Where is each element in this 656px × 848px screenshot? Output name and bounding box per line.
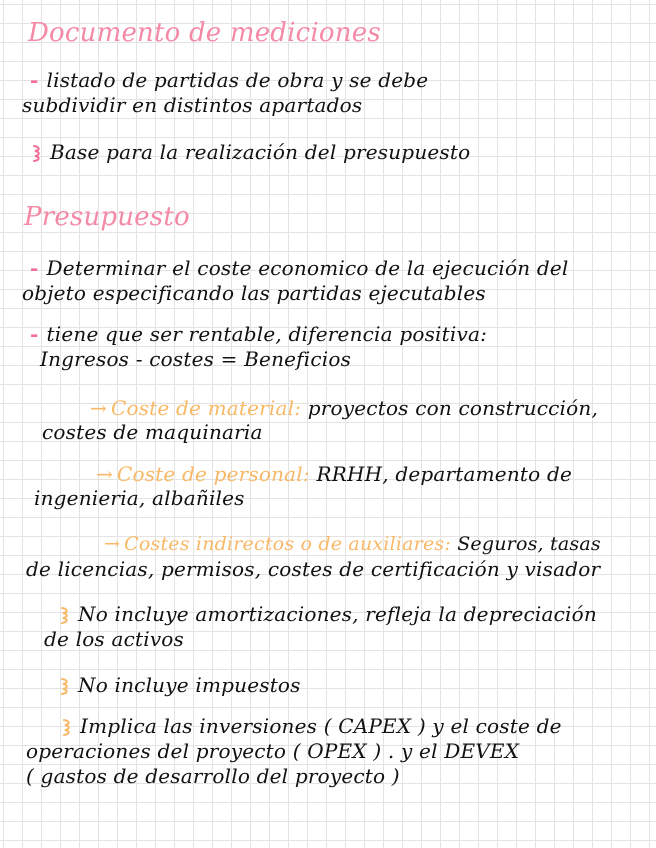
section-title-presupuesto: Presupuesto — [24, 202, 190, 232]
note-capex-line3: ( gastos de desarrollo del proyecto ) — [26, 764, 400, 788]
s1-bullet2 — [32, 140, 470, 164]
cost-personal-line1 — [96, 462, 572, 486]
cost-personal-desc: RRHH, departamento de — [316, 462, 572, 486]
cost-indirectos-label: Costes indirectos o de auxiliares — [124, 533, 445, 555]
s2-bullet2-text: tiene que ser rentable, diferencia positiva: — [46, 322, 488, 346]
s1-bullet2-text: Base para la realización del presupuesto — [50, 140, 471, 164]
cost-personal-line2: ingenieria, albañiles — [34, 486, 245, 510]
note-amortizaciones-text: No incluye amortizaciones, refleja la depreciación — [78, 602, 597, 626]
section-title-documento-mediciones: Documento de mediciones — [28, 18, 381, 48]
cost-personal-label: Coste de personal — [116, 462, 303, 486]
squiggle-bullet-icon — [60, 605, 70, 623]
s2-bullet1-line1 — [30, 256, 569, 280]
arrow-right-icon: → — [104, 533, 121, 555]
cost-indirectos-desc: Seguros, tasas — [457, 533, 601, 555]
note-capex-text: Implica las inversiones ( CAPEX ) y el coste de — [80, 714, 562, 738]
squiggle-bullet-icon — [32, 143, 42, 161]
dash-bullet: - — [30, 68, 39, 92]
cost-material-line1 — [90, 396, 598, 420]
note-capex-line2: operaciones del proyecto ( OPEX ) . y el DEVEX — [26, 739, 520, 763]
note-capex-line1 — [62, 714, 562, 738]
s2-bullet1-text: Determinar el coste economico de la ejecución del — [46, 256, 569, 280]
cost-material-colon: : — [294, 396, 302, 420]
s1-bullet1-line2: subdividir en distintos apartados — [22, 93, 363, 117]
squiggle-bullet-icon — [62, 717, 72, 735]
cost-material-line2: costes de maquinaria — [42, 420, 263, 444]
cost-personal-colon: : — [302, 462, 310, 486]
s1-bullet1-text: listado de partidas de obra y se debe — [46, 68, 429, 92]
s2-bullet2-line2: Ingresos - costes = Beneficios — [40, 347, 352, 371]
s2-bullet1-line2: objeto especificando las partidas ejecutables — [22, 281, 486, 305]
squiggle-bullet-icon — [60, 676, 70, 694]
cost-indirectos-line2: de licencias, permisos, costes de certificación y visador — [26, 557, 601, 581]
s1-bullet1-line1 — [30, 68, 428, 92]
note-impuestos-text: No incluye impuestos — [78, 673, 301, 697]
note-amortizaciones-line1 — [60, 602, 597, 626]
cost-material-label: Coste de material — [110, 396, 295, 420]
note-amortizaciones-line2: de los activos — [44, 627, 185, 651]
cost-material-desc: proyectos con construcción, — [307, 396, 599, 420]
dash-bullet: - — [30, 256, 39, 280]
s2-bullet2-line1 — [30, 322, 487, 346]
dash-bullet: - — [30, 322, 39, 346]
arrow-right-icon: → — [90, 396, 107, 420]
cost-indirectos-line1 — [104, 532, 601, 556]
arrow-right-icon: → — [96, 462, 113, 486]
note-impuestos — [60, 673, 301, 697]
cost-indirectos-colon: : — [444, 533, 451, 555]
